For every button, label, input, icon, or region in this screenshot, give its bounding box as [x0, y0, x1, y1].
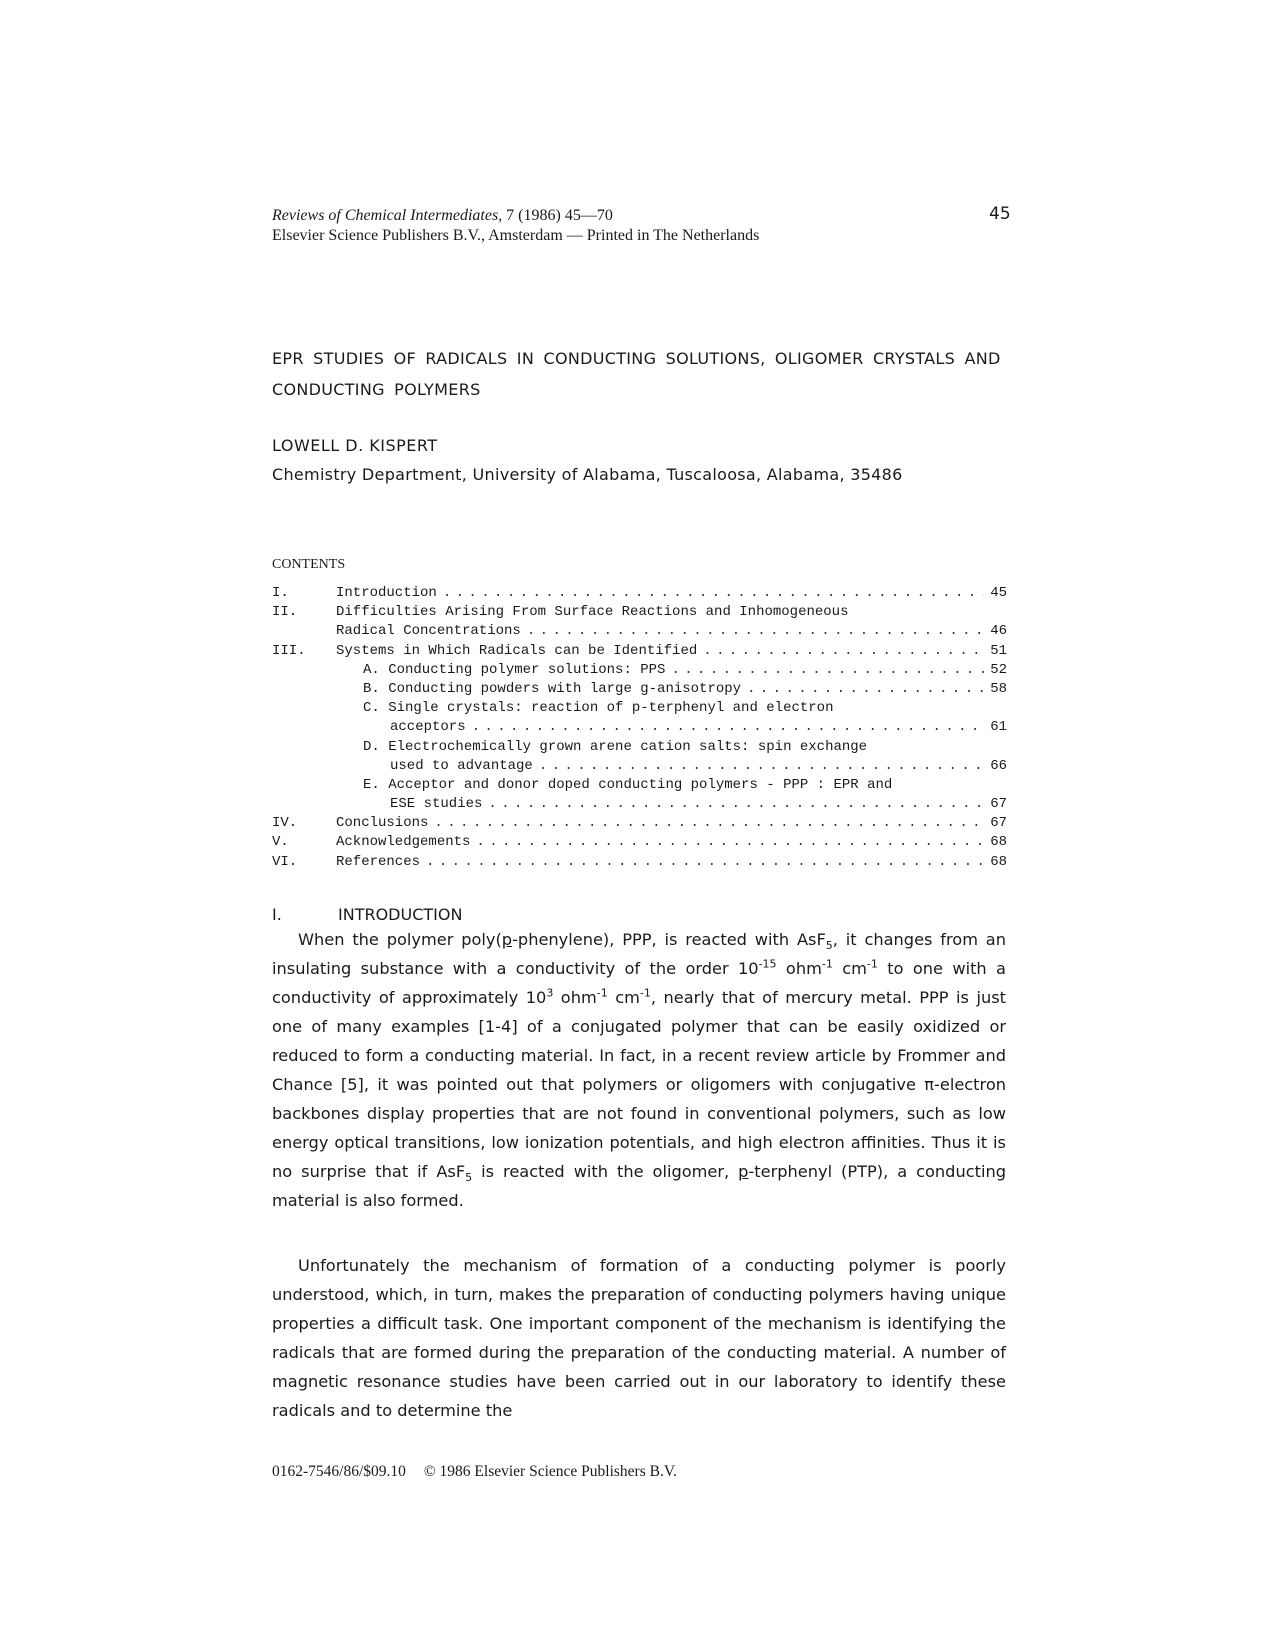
copyright-footer: [272, 1463, 677, 1481]
toc-page-number: 61: [990, 719, 1007, 736]
body-paragraph: When the polymer poly(p-phenylene), PPP, is reacted with AsF$_5$, it changes from an insulating substance with a conductivity of the order $10^{-15}$ ohm$^{-1}$ $cm^{-1}$ to one with a conductivity of approximately $10^3$ ohm$^{-1}$ $cm^{-1}$, nearly that of mercury metal. PPP is just one of many examples [1-4] of a conjugated polymer that can be easily oxidized or reduced to form a conducting material. In fact, in a recent review article by Frommer and Chance [5], it was pointed out that polymers or oligomers with conjugative π-electron backbones display properties that are not found in conventional polymers, such as low energy optical transitions, low ionization potentials, and high electron affinities. Thus it is no surprise that if AsF$_5$ is reacted with the oligomer, p-terphenyl (PTP), a conducting material is also formed.: [272, 930, 1007, 1210]
contents-heading: CONTENTS: [272, 557, 346, 572]
toc-number: V.: [272, 834, 289, 851]
toc-leader-dots: [426, 853, 984, 872]
toc-title: E. Acceptor and donor doped conducting polymers - PPP : EPR and: [363, 776, 893, 793]
toc-title: Acknowledgements: [336, 834, 471, 851]
toc-page-number: 68: [990, 834, 1007, 851]
toc-page-number: 46: [990, 623, 1007, 640]
toc-title: Difficulties Arising From Surface Reactions and Inhomogeneous: [336, 604, 849, 621]
toc-title: acceptors: [390, 719, 466, 736]
section-title: INTRODUCTION: [338, 905, 463, 924]
toc-entry: [272, 757, 1007, 776]
toc-entry: [272, 738, 1007, 757]
toc-entry: [272, 661, 1007, 680]
page-number: 45: [989, 204, 1011, 224]
toc-page-number: 67: [990, 796, 1007, 813]
toc-page-number: 66: [990, 757, 1007, 774]
toc-title: Systems in Which Radicals can be Identified: [336, 642, 698, 659]
section-heading: [272, 905, 462, 924]
toc-title: ESE studies: [390, 796, 483, 813]
toc-title: D. Electrochemically grown arene cation salts: spin exchange: [363, 738, 868, 755]
toc-title: B. Conducting powders with large g-anisotropy: [363, 680, 742, 697]
toc-title: Conclusions: [336, 815, 429, 832]
toc-leader-dots: [434, 814, 984, 833]
toc-title: A. Conducting polymer solutions: PPS: [363, 661, 666, 678]
toc-entry: [272, 853, 1007, 872]
toc-leader-dots: [488, 795, 984, 814]
toc-number: IV.: [272, 815, 298, 832]
journal-name: Reviews of Chemical Intermediates,: [272, 207, 503, 224]
issn-code: 0162-7546/86/$09.10: [272, 1463, 406, 1480]
toc-entry: [272, 603, 1007, 622]
toc-entry: [272, 776, 1007, 795]
body-paragraph: Unfortunately the mechanism of formation of a conducting polymer is poorly understood, which, in turn, makes the preparation of conducting polymers having unique properties a difficult task. One important component of the mechanism is identifying the radicals that are formed during the preparation of the conducting material. A number of magnetic resonance studies have been carried out in our laboratory to identify these radicals and to determine the: [272, 1256, 1006, 1420]
copyright-notice: © 1986 Elsevier Science Publishers B.V.: [423, 1463, 677, 1480]
author-name: LOWELL D. KISPERT: [272, 436, 438, 455]
toc-entry: [272, 718, 1007, 737]
author-affiliation: Chemistry Department, University of Alabama, Tuscaloosa, Alabama, 35486: [272, 465, 903, 484]
toc-entry: [272, 833, 1007, 852]
toc-entry: [272, 699, 1007, 718]
toc-title: Radical Concentrations: [336, 623, 521, 640]
toc-page-number: 68: [990, 853, 1007, 870]
toc-number: III.: [272, 642, 306, 659]
toc-number: I.: [272, 585, 289, 601]
toc-leader-dots: [472, 718, 985, 737]
journal-header: [272, 206, 759, 246]
toc-leader-dots: [747, 680, 984, 699]
journal-citation: 7 (1986) 45—70: [506, 207, 613, 224]
article-title: EPR STUDIES OF RADICALS IN CONDUCTING SOLUTIONS, OLIGOMER CRYSTALS AND CONDUCTING POLYMERS: [272, 349, 1001, 399]
toc-title: Introduction: [336, 585, 437, 601]
toc-entry: [272, 680, 1007, 699]
toc-entry: [272, 814, 1007, 833]
section-number: I.: [272, 905, 282, 924]
toc-title: References: [336, 853, 421, 870]
toc-page-number: 67: [990, 815, 1007, 832]
toc-title: C. Single crystals: reaction of p-terphenyl and electron: [363, 700, 834, 717]
toc-page-number: 52: [990, 661, 1007, 678]
toc-entry: [272, 642, 1007, 661]
toc-leader-dots: [443, 584, 984, 603]
toc-entry: [272, 622, 1007, 641]
toc-number: VI.: [272, 853, 298, 870]
toc-number: II.: [272, 604, 298, 621]
toc-leader-dots: [703, 642, 984, 661]
toc-title: used to advantage: [390, 757, 533, 774]
toc-page-number: 58: [990, 680, 1007, 697]
publisher-line: Elsevier Science Publishers B.V., Amsterdam — Printed in The Netherlands: [272, 227, 760, 244]
toc-leader-dots: [671, 661, 984, 680]
toc-leader-dots: [539, 757, 984, 776]
toc-entry: [272, 584, 1007, 603]
toc-entry: [272, 795, 1007, 814]
table-of-contents: [272, 584, 1007, 872]
toc-leader-dots: [527, 622, 984, 641]
toc-leader-dots: [476, 833, 984, 852]
toc-page-number: 45: [990, 585, 1007, 601]
toc-page-number: 51: [990, 642, 1007, 659]
